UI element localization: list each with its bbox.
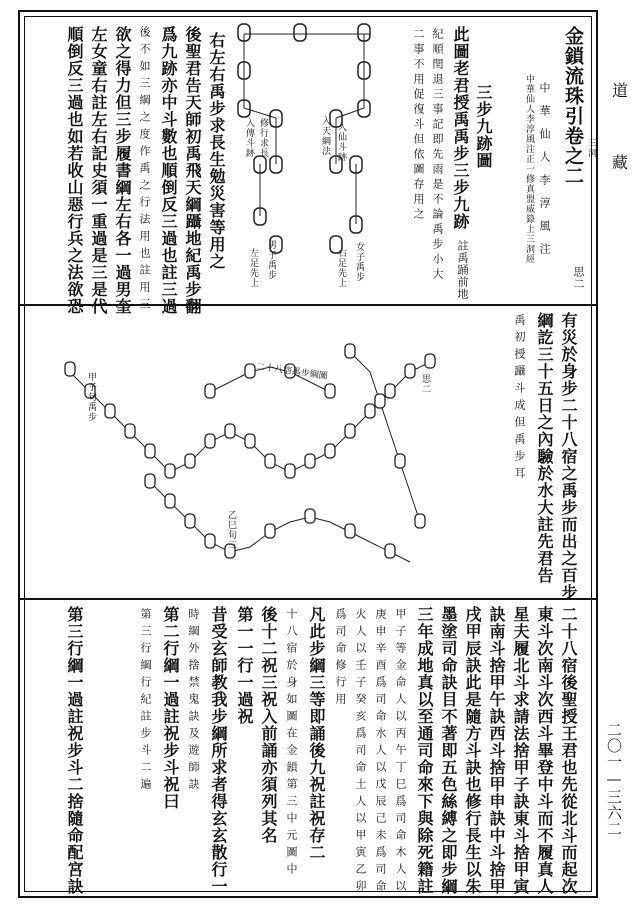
top-text-col2: 紀順閏退三事記即先雨是不論禹步小大 bbox=[431, 28, 444, 283]
bottom-col15: 第一一行一過祝 bbox=[235, 606, 254, 725]
top-text-col3: 二事不用促復斗但依圖存用之 bbox=[412, 28, 425, 223]
bottom-col20: 第三行綱一過註祝步斗二捨隨命配宮訣 bbox=[65, 606, 84, 895]
top-page-marker: 思二 bbox=[572, 266, 585, 290]
top-left-col5: 左女童右註左右記史須一重過是三是代 bbox=[89, 26, 108, 315]
margin-cang: 藏 bbox=[612, 153, 629, 172]
diagram-label-d: 入仙斗跡 bbox=[336, 122, 346, 162]
twenty-eight-mansions-diagram bbox=[50, 312, 470, 592]
bottom-col4: 訣南斗捨甲午訣西斗捨甲申訣中斗捨甲 bbox=[487, 606, 506, 895]
bottom-col18: 第二行綱一過註祝步斗祝曰 bbox=[161, 606, 180, 810]
mid-text-col2: 綱訖三十五日之內驗於水大註先君告 bbox=[535, 312, 554, 584]
bottom-col19: 第三行綱行紀註步斗二遍 bbox=[139, 608, 152, 795]
bottom-col9: 庚申辛酉爲司命水人以戊辰己未爲司命 bbox=[374, 608, 387, 897]
diagram-label-e: 男子禹步 bbox=[266, 240, 276, 280]
top-left-col3: 後不如三綱之度作禹之行法用也註用三 bbox=[138, 26, 151, 315]
top-title: 金鎖流珠引卷之二 bbox=[562, 26, 584, 186]
divider-bottom bbox=[20, 598, 596, 600]
bottom-col2: 東斗次南斗次西斗畢登中斗而不履真人 bbox=[535, 606, 554, 895]
mid-text-col3: 禹初授躡斗成但禹步耳 bbox=[513, 314, 526, 484]
margin-dao: 道 bbox=[612, 81, 629, 100]
top-left-col2: 爲九跡亦中斗數也順倒反三過也註三過 bbox=[159, 26, 178, 315]
top-left-col4: 欲之得力但三步履書綱左右各一過男奎 bbox=[113, 26, 132, 315]
bottom-col5: 戌甲辰訣此是隨方斗訣也修行長生以朱 bbox=[463, 606, 482, 895]
page-frame bbox=[18, 10, 598, 898]
diagram-label-f: 女子禹步 bbox=[354, 242, 364, 282]
bottom-col14: 後十二祝三祝入前誦亦須列其名 bbox=[259, 606, 278, 844]
bottom-col11: 爲司命修行用 bbox=[334, 608, 347, 710]
bottom-col7: 三年成地真以至通司命來下與除死籍註 bbox=[415, 606, 434, 895]
diagram-label-h: 右足先上 bbox=[336, 248, 346, 288]
diagram-label-b: 入傳斗跡 bbox=[244, 118, 254, 158]
bottom-col16: 昔受玄師教我步綱所求者得玄玄散行一 bbox=[209, 606, 228, 895]
top-text-col1-note: 註禹踊前地 bbox=[456, 240, 469, 300]
mid-text-col1: 有災於身步二十八宿之禹步而出之百步 bbox=[559, 312, 578, 601]
top-title-note: 三洞 bbox=[586, 138, 596, 158]
diagram-label-c: 入天綱法 bbox=[320, 116, 330, 156]
bottom-col12: 凡此步綱三等即誦後九祝註祝存二 bbox=[307, 606, 326, 861]
bottom-col10: 火人以壬子癸亥爲司命土人以甲寅乙卯 bbox=[354, 608, 367, 897]
top-attribution: 中華仙人李淳風注 bbox=[538, 82, 551, 266]
bottom-col1: 二十八宿後聖授王君也先從北斗而起次 bbox=[559, 606, 578, 895]
page-number: 二〇一—三六二 bbox=[605, 722, 623, 837]
diagram-label-jiazi: 甲子旬禹步 bbox=[86, 372, 96, 422]
diagram-title: 三步九跡圖 bbox=[474, 84, 493, 169]
bottom-col17: 時綱外捨禁鬼訣及遊師訣 bbox=[187, 608, 200, 795]
top-left-col1: 後聖君告天師初禹飛天綱躡地紀禹步翻 bbox=[183, 26, 202, 315]
diagram-label-g: 左足先上 bbox=[248, 248, 258, 288]
bottom-col8: 甲子等金命人以丙午丁巳爲司命木人以 bbox=[394, 608, 407, 897]
top-text-col1: 此圖老君授禹禹步三步九跡 bbox=[451, 26, 470, 230]
diagram-label-yisi: 乙巳旬三 bbox=[226, 510, 236, 550]
bottom-col6: 墨塗司命訣目不著即五色絲縛之即步綱 bbox=[439, 606, 458, 895]
bottom-col3: 星夫履北斗求請法捨甲子訣東斗捨甲寅 bbox=[511, 606, 530, 895]
mid-marker: 思二 bbox=[420, 374, 430, 394]
top-attribution-small: 中華仙人李淳風注正一修真盟威籙上三洞經 bbox=[524, 74, 534, 264]
diagram-label-mansions: 二十八宿禹步綱圖 bbox=[255, 362, 329, 382]
top-right-heading: 右左右禹步求長生勉災害等用之 bbox=[207, 32, 226, 270]
bottom-col13: 十八宿於身如圖在金鎖第三中元圖中 bbox=[285, 608, 298, 880]
diagram-label-a: 修行求長 bbox=[258, 118, 268, 158]
top-left-col6: 順倒反三過也如若收山惡行兵之法欲恐 bbox=[65, 26, 84, 315]
